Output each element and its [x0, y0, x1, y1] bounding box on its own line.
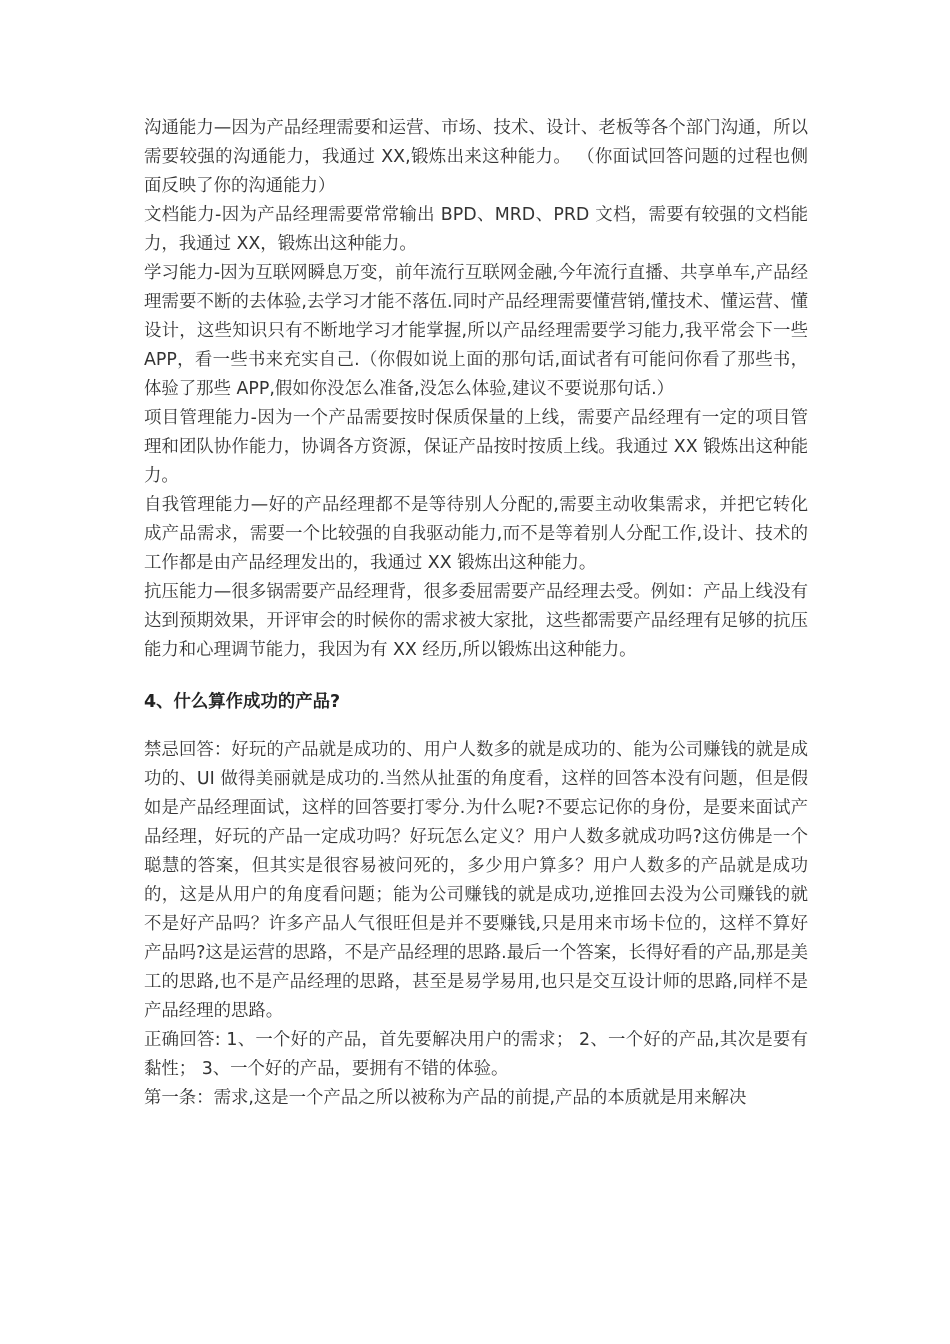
- correct-answer-paragraph: 正确回答: 1、一个好的产品，首先要解决用户的需求； 2、一个好的产品,其次是要有黏性； 3、一个好的产品，要拥有不错的体验。: [144, 1030, 808, 1079]
- learning-ability-paragraph: 学习能力-因为互联网瞬息万变，前年流行互联网金融,今年流行直播、共享单车,产品经理需要不断的去体验,去学习才能不落伍.同时产品经理需要懂营销,懂技术、懂运营、懂设计，这些知识只有不断地学习才能掌握,所以产品经理需要学习能力,我平常会下一些 APP，看一些书来充实自己.（你假如说上面的那句话,面试者有可能问你看了那些书，体验了那些 APP,假如你没怎么准备,没怎么体验,建议不要说那句话.）: [144, 263, 808, 399]
- stress-resistance-ability-paragraph: 抗压能力—很多锅需要产品经理背，很多委屈需要产品经理去受。例如：产品上线没有达到预期效果，开评审会的时候你的需求被大家批，这些都需要产品经理有足够的抗压能力和心理调节能力，我因为有 XX 经历,所以锻炼出这种能力。: [144, 582, 808, 660]
- document-page: [144, 114, 808, 1113]
- self-management-ability-paragraph: 自我管理能力—好的产品经理都不是等待别人分配的,需要主动收集需求，并把它转化成产品需求，需要一个比较强的自我驱动能力,而不是等着别人分配工作,设计、技术的工作都是由产品经理发出的，我通过 XX 锻炼出这种能力。: [144, 495, 808, 573]
- project-management-ability-paragraph: 项目管理能力-因为一个产品需要按时保质保量的上线，需要产品经理有一定的项目管理和团队协作能力，协调各方资源，保证产品按时按质上线。我通过 XX 锻炼出这种能力。: [144, 408, 808, 486]
- forbidden-answer-paragraph: 禁忌回答：好玩的产品就是成功的、用户人数多的就是成功的、能为公司赚钱的就是成功的、UI 做得美丽就是成功的.当然从扯蛋的角度看，这样的回答本没有问题，但是假如是产品经理面试，这样的回答要打零分.为什么呢?不要忘记你的身份，是要来面试产品经理，好玩的产品一定成功吗？好玩怎么定义？用户人数多就成功吗?这仿佛是一个聪慧的答案，但其实是很容易被问死的，多少用户算多？用户人数多的产品就是成功的，这是从用户的角度看问题；能为公司赚钱的就是成功,逆推回去没为公司赚钱的就不是好产品吗？许多产品人气很旺但是并不要赚钱,只是用来市场卡位的，这样不算好产品吗?这是运营的思路，不是产品经理的思路.最后一个答案，长得好看的产品,那是美工的思路,也不是产品经理的思路，甚至是易学易用,也只是交互设计师的思路,同样不是产品经理的思路。: [144, 740, 808, 1021]
- documentation-ability-paragraph: 文档能力-因为产品经理需要常常输出 BPD、MRD、PRD 文档，需要有较强的文档能力，我通过 XX，锻炼出这种能力。: [144, 205, 808, 254]
- first-point-paragraph: 第一条：需求,这是一个产品之所以被称为产品的前提,产品的本质就是用来解决: [144, 1088, 747, 1108]
- section-4-heading: 4、什么算作成功的产品?: [144, 692, 341, 712]
- communication-ability-paragraph: 沟通能力—因为产品经理需要和运营、市场、技术、设计、老板等各个部门沟通，所以需要较强的沟通能力，我通过 XX,锻炼出来这种能力。 （你面试回答问题的过程也侧面反映了你的沟通能力）: [144, 118, 808, 196]
